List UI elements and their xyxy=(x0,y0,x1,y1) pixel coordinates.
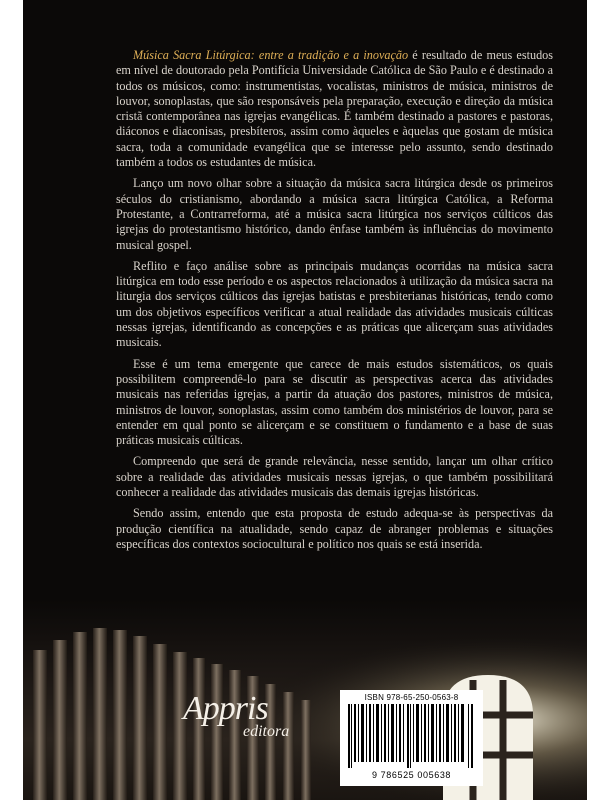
synopsis-paragraph-3: Reflito e faço análise sobre as principais mudanças ocorridas na música sacra litúrgica em todo esse período e os aspectos relacionados à utilização da música sacra na liturgia dos serviços cúlticos das igrejas batistas e presbiterianas históricas, tendo como um dos objetivos específicos verificar a atual realidade das atividades musicais cúlticas nessas igrejas, identificando as concepções e as práticas que alicerçam suas atividades musicais. xyxy=(116,258,553,350)
synopsis-paragraph-1 xyxy=(116,48,553,170)
left-margin xyxy=(0,0,23,800)
right-margin xyxy=(587,0,600,800)
barcode xyxy=(348,704,474,768)
back-cover xyxy=(23,0,587,800)
publisher-name: Appris xyxy=(183,690,268,727)
barcode-digits: 9 786525 005638 xyxy=(371,770,452,780)
publisher-logo xyxy=(183,690,313,750)
synopsis-paragraph-4: Esse é um tema emergente que carece de mais estudos sistemáticos, os quais possibilitem compreendê-lo para se discutir as perspectivas acerca das atividades musicais nas referidas igrejas, a partir da atuação dos pastores, ministros de música, ministros de louvor, sonoplastas, assim como também dos ministérios de louvor, para se entender em qual ponto se alicerçam e se constituem o fundamento e a base de suas práticas musicais cúlticas. xyxy=(116,356,553,448)
isbn-label: ISBN 978-65-250-0563-8 xyxy=(364,693,459,702)
synopsis-paragraph-2: Lanço um novo olhar sobre a situação da música sacra litúrgica desde os primeiros séculos do cristianismo, abordando a música sacra litúrgica Católica, a Reforma Protestante, a Contrarreforma, até a música sacra litúrgica nos serviços cúlticos das igrejas do protestantismo histórico, dando ênfase também às influências do movimento musical gospel. xyxy=(116,176,553,252)
synopsis-paragraph-6: Sendo assim, entendo que esta proposta de estudo adequa-se às perspectivas da produção científica na atualidade, sendo capaz de abranger problemas e situações específicas dos contextos sociocultural e político nos quais se está inserida. xyxy=(116,506,553,551)
synopsis-paragraph-5: Compreendo que será de grande relevância, nesse sentido, lançar um olhar crítico sobre a realidade das atividades musicais nessas igrejas, o que também possibilitará conhecer a realidade das atividades musicais das demais igrejas históricas. xyxy=(116,454,553,500)
publisher-sub: editora xyxy=(243,723,290,740)
isbn-barcode-box xyxy=(340,690,483,786)
book-title: Música Sacra Litúrgica: entre a tradição e a inovação xyxy=(133,48,409,62)
synopsis-text xyxy=(116,48,553,552)
paragraph-1-text: é resultado de meus estudos em nível de doutorado pela Pontifícia Universidade Católica de São Paulo e é destinado a todos os músicos, como: instrumentistas, vocalistas, ministros de música, ministros de louvor, sonoplastas, que são responsáveis pela preparação, execução e direção da música cristã contemporânea nas igrejas evangélicas. É também destinado a pastores e pastoras, diáconos e diaconisas, presbíteros, assim como àqueles e àquelas que gostam de música sacra, toda a comunidade evangélica que se interesse pelo assunto, sendo destinado também a todos os estudantes de música. xyxy=(116,48,553,170)
